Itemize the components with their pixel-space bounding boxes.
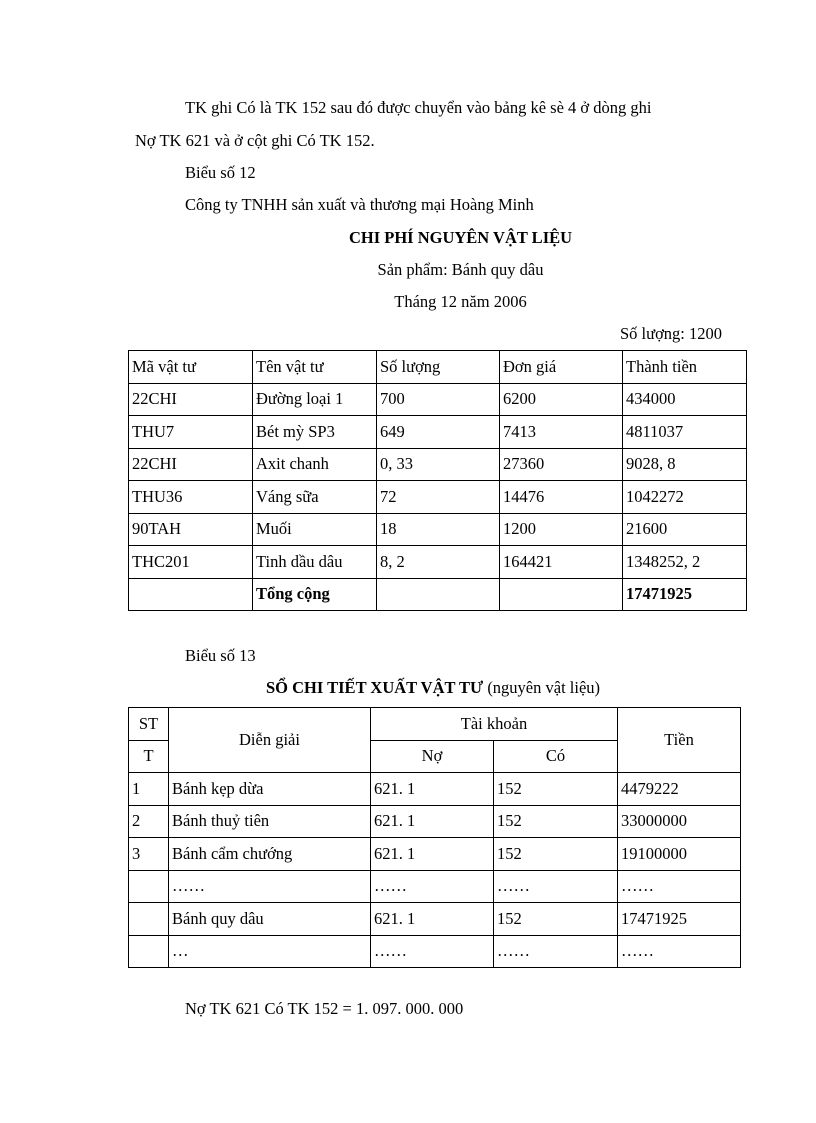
total-empty-cell [129,578,253,611]
stt-cell [129,903,169,936]
unit-price-cell: 164421 [500,546,623,579]
company-name: Công ty TNHH sản xuất và thương mại Hoàng Minh [185,195,534,214]
total-label-cell: Tổng cộng [253,578,377,611]
header-amount: Thành tiền [623,351,747,384]
unit-price-cell: 14476 [500,481,623,514]
header-stt-1: ST [129,708,169,741]
amount-cell: 19100000 [618,838,741,871]
ledger-row [129,805,741,838]
table-row [129,383,747,416]
amount-cell: 33000000 [618,805,741,838]
header-unit-price: Đơn giá [500,351,623,384]
credit-account-cell: 152 [494,805,618,838]
quantity-cell: 700 [377,383,500,416]
description-cell: … [169,935,371,968]
debit-account-cell: 621. 1 [371,838,494,871]
quantity-cell: 649 [377,416,500,449]
quantity-cell: 72 [377,481,500,514]
material-name-cell: Váng sữa [253,481,377,514]
ledger-row [129,935,741,968]
ledger-table-body [129,708,741,968]
ledger-row [129,870,741,903]
header-amount: Tiền [618,708,741,773]
stt-cell: 3 [129,838,169,871]
debit-account-cell: …… [371,870,494,903]
unit-price-cell: 6200 [500,383,623,416]
stt-cell: 2 [129,805,169,838]
header-account: Tài khoản [371,708,618,741]
amount-cell: 21600 [623,513,747,546]
table-row [129,513,747,546]
form-12-label: Biểu số 12 [185,163,256,182]
material-cost-table-body [129,351,747,611]
material-code-cell: THU36 [129,481,253,514]
material-code-cell: THC201 [129,546,253,579]
debit-account-cell: 621. 1 [371,773,494,806]
amount-cell: 1348252, 2 [623,546,747,579]
amount-cell: 4811037 [623,416,747,449]
unit-price-cell: 27360 [500,448,623,481]
amount-cell: 17471925 [618,903,741,936]
credit-account-cell: …… [494,935,618,968]
header-material-name: Tên vật tư [253,351,377,384]
material-code-cell: 90TAH [129,513,253,546]
amount-cell: …… [618,870,741,903]
material-name-cell: Bét mỳ SP3 [253,416,377,449]
ledger-row [129,773,741,806]
description-cell: …… [169,870,371,903]
total-value-cell: 17471925 [623,578,747,611]
intro-line-1: TK ghi Có là TK 152 sau đó được chuyển vào bảng kê sè 4 ở dòng ghi [185,98,652,117]
credit-account-cell: 152 [494,903,618,936]
unit-price-cell: 7413 [500,416,623,449]
amount-cell: 4479222 [618,773,741,806]
total-empty-cell [500,578,623,611]
form-13-title-main: SỔ CHI TIẾT XUẤT VẬT TƯ [266,678,484,697]
material-cost-table [128,350,747,611]
debit-account-cell: 621. 1 [371,903,494,936]
summary-line: Nợ TK 621 Có TK 152 = 1. 097. 000. 000 [185,999,464,1018]
header-stt-2: T [129,740,169,773]
table-header-row [129,351,747,384]
product-line: Sản phẩm: Bánh quy dâu [377,260,544,279]
debit-account-cell: 621. 1 [371,805,494,838]
stt-cell [129,935,169,968]
quantity-line: Số lượng: 1200 [620,324,723,343]
credit-account-cell: …… [494,870,618,903]
credit-account-cell: 152 [494,838,618,871]
material-issue-ledger-table [128,707,741,968]
form-13-title-sub: (nguyên vật liệu) [483,678,601,697]
form-13-title [266,678,600,698]
description-cell: Bánh quy dâu [169,903,371,936]
ledger-row [129,838,741,871]
amount-cell: …… [618,935,741,968]
total-row [129,578,747,611]
header-credit: Có [494,740,618,773]
ledger-header-row-1 [129,708,741,741]
total-empty-cell [377,578,500,611]
quantity-cell: 0, 33 [377,448,500,481]
stt-cell [129,870,169,903]
material-code-cell: THU7 [129,416,253,449]
material-name-cell: Đường loại 1 [253,383,377,416]
table-row [129,481,747,514]
amount-cell: 9028, 8 [623,448,747,481]
form-12-title: CHI PHÍ NGUYÊN VẬT LIỆU [348,228,573,247]
header-debit: Nợ [371,740,494,773]
material-code-cell: 22CHI [129,383,253,416]
amount-cell: 1042272 [623,481,747,514]
stt-cell: 1 [129,773,169,806]
unit-price-cell: 1200 [500,513,623,546]
header-description: Diễn giải [169,708,371,773]
ledger-row [129,903,741,936]
description-cell: Bánh cẩm chướng [169,838,371,871]
header-quantity: Số lượng [377,351,500,384]
credit-account-cell: 152 [494,773,618,806]
quantity-cell: 18 [377,513,500,546]
table-row [129,448,747,481]
quantity-cell: 8, 2 [377,546,500,579]
description-cell: Bánh kẹp dừa [169,773,371,806]
material-name-cell: Tinh dầu dâu [253,546,377,579]
period-line: Tháng 12 năm 2006 [394,292,527,311]
form-13-label: Biểu số 13 [185,646,256,665]
header-material-code: Mã vật tư [129,351,253,384]
debit-account-cell: …… [371,935,494,968]
material-name-cell: Axit chanh [253,448,377,481]
intro-line-2: Nợ TK 621 và ở cột ghi Có TK 152. [135,131,375,150]
description-cell: Bánh thuỷ tiên [169,805,371,838]
amount-cell: 434000 [623,383,747,416]
table-row [129,546,747,579]
table-row [129,416,747,449]
material-code-cell: 22CHI [129,448,253,481]
material-name-cell: Muối [253,513,377,546]
